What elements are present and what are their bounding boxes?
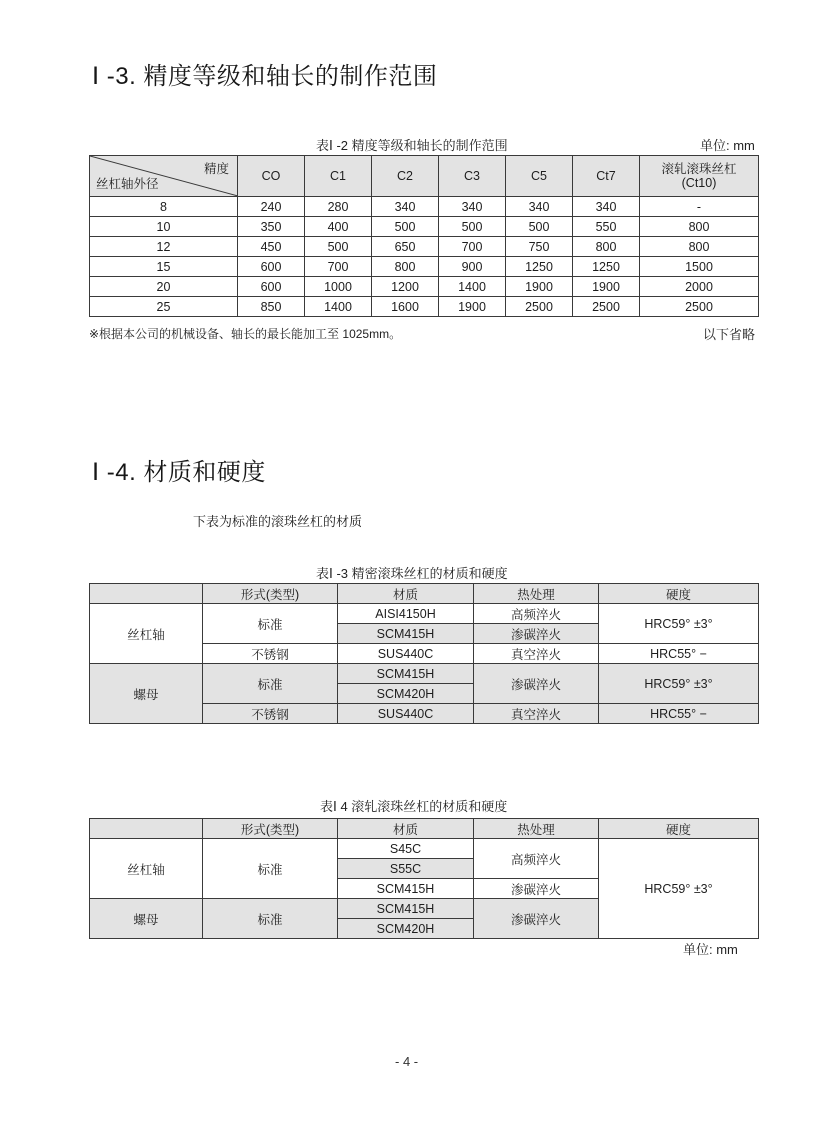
col-header: Ct7 bbox=[573, 156, 640, 197]
heat-cell: 渗碳淬火 bbox=[474, 624, 599, 644]
hardness-cell: HRC55° − bbox=[599, 704, 759, 724]
rolled-material-table bbox=[89, 818, 759, 939]
length-cell: 400 bbox=[305, 217, 372, 237]
corner-label-precision: 精度 bbox=[203, 162, 229, 176]
length-cell: 450 bbox=[238, 237, 305, 257]
table-row bbox=[90, 217, 759, 237]
length-cell: 1900 bbox=[573, 277, 640, 297]
length-cell: - bbox=[640, 197, 759, 217]
header-blank bbox=[90, 819, 203, 839]
precision-length-table bbox=[89, 155, 759, 317]
header-hardness: 硬度 bbox=[599, 819, 759, 839]
length-cell: 750 bbox=[506, 237, 573, 257]
row-nut-label: 螺母 bbox=[90, 664, 203, 724]
header-material: 材质 bbox=[338, 819, 474, 839]
table-row bbox=[90, 257, 759, 277]
col-header: C2 bbox=[372, 156, 439, 197]
length-cell: 500 bbox=[439, 217, 506, 237]
table-2-footnote: ※根据本公司的机械设备、轴长的最长能加工至 1025mm。 bbox=[89, 327, 402, 341]
header-heat-treatment: 热处理 bbox=[474, 584, 599, 604]
col-header: C1 bbox=[305, 156, 372, 197]
length-cell: 2000 bbox=[640, 277, 759, 297]
table-2-caption: 表Ⅰ -2 精度等级和轴长的制作范围 bbox=[316, 138, 508, 153]
length-cell: 1600 bbox=[372, 297, 439, 317]
material-cell: SCM415H bbox=[338, 899, 474, 919]
material-cell: S45C bbox=[338, 839, 474, 859]
col-header: C5 bbox=[506, 156, 573, 197]
corner-label-diameter: 丝杠轴外径 bbox=[96, 177, 159, 191]
length-cell: 340 bbox=[506, 197, 573, 217]
length-cell: 1000 bbox=[305, 277, 372, 297]
material-cell: AISI4150H bbox=[338, 604, 474, 624]
length-cell: 850 bbox=[238, 297, 305, 317]
type-standard: 标准 bbox=[203, 604, 338, 644]
heat-cell: 渗碳淬火 bbox=[474, 899, 599, 939]
table-4-caption: 表Ⅰ 4 滚轧滚珠丝杠的材质和硬度 bbox=[320, 799, 508, 814]
table-2-unit: 单位: mm bbox=[700, 138, 755, 153]
diameter-cell: 20 bbox=[90, 277, 238, 297]
length-cell: 1250 bbox=[506, 257, 573, 277]
table-4-unit: 单位: mm bbox=[683, 942, 738, 957]
length-cell: 1400 bbox=[439, 277, 506, 297]
material-cell: SCM415H bbox=[338, 879, 474, 899]
table-row bbox=[90, 297, 759, 317]
precision-table-body bbox=[90, 197, 759, 317]
heat-cell: 渗碳淬火 bbox=[474, 664, 599, 704]
length-cell: 1200 bbox=[372, 277, 439, 297]
heat-cell: 真空淬火 bbox=[474, 644, 599, 664]
omitted-note: 以下省略 bbox=[703, 327, 756, 342]
col-header-rolled-line1: 滚轧滚珠丝杠 bbox=[661, 162, 737, 176]
diameter-cell: 25 bbox=[90, 297, 238, 317]
length-cell: 2500 bbox=[640, 297, 759, 317]
length-cell: 240 bbox=[238, 197, 305, 217]
hardness-cell: HRC59° ±3° bbox=[599, 604, 759, 644]
length-cell: 800 bbox=[573, 237, 640, 257]
type-standard: 标准 bbox=[203, 899, 338, 939]
header-type: 形式(类型) bbox=[203, 819, 338, 839]
heat-cell: 渗碳淬火 bbox=[474, 879, 599, 899]
heat-cell: 高频淬火 bbox=[474, 604, 599, 624]
header-type: 形式(类型) bbox=[203, 584, 338, 604]
material-cell: SCM420H bbox=[338, 684, 474, 704]
diameter-cell: 12 bbox=[90, 237, 238, 257]
type-stainless: 不锈钢 bbox=[203, 644, 338, 664]
type-standard: 标准 bbox=[203, 664, 338, 704]
length-cell: 800 bbox=[372, 257, 439, 277]
type-standard: 标准 bbox=[203, 839, 338, 899]
length-cell: 1400 bbox=[305, 297, 372, 317]
diameter-cell: 15 bbox=[90, 257, 238, 277]
material-cell: SUS440C bbox=[338, 704, 474, 724]
hardness-cell: HRC55° − bbox=[599, 644, 759, 664]
length-cell: 340 bbox=[372, 197, 439, 217]
length-cell: 340 bbox=[439, 197, 506, 217]
precision-material-table bbox=[89, 583, 759, 724]
length-cell: 350 bbox=[238, 217, 305, 237]
heat-cell: 高频淬火 bbox=[474, 839, 599, 879]
length-cell: 2500 bbox=[506, 297, 573, 317]
length-cell: 500 bbox=[372, 217, 439, 237]
material-cell: SCM420H bbox=[338, 919, 474, 939]
col-header-rolled-line2: (Ct10) bbox=[681, 176, 717, 190]
material-cell: SUS440C bbox=[338, 644, 474, 664]
heat-cell: 真空淬火 bbox=[474, 704, 599, 724]
length-cell: 1250 bbox=[573, 257, 640, 277]
length-cell: 900 bbox=[439, 257, 506, 277]
length-cell: 550 bbox=[573, 217, 640, 237]
header-hardness: 硬度 bbox=[599, 584, 759, 604]
corner-header-cell bbox=[90, 156, 238, 197]
length-cell: 600 bbox=[238, 257, 305, 277]
diameter-cell: 10 bbox=[90, 217, 238, 237]
diameter-cell: 8 bbox=[90, 197, 238, 217]
header-blank bbox=[90, 584, 203, 604]
table-3-caption: 表Ⅰ -3 精密滚珠丝杠的材质和硬度 bbox=[316, 566, 508, 581]
hardness-cell: HRC59° ±3° bbox=[599, 839, 759, 939]
material-cell: S55C bbox=[338, 859, 474, 879]
length-cell: 700 bbox=[305, 257, 372, 277]
table-row bbox=[90, 237, 759, 257]
row-nut-label: 螺母 bbox=[90, 899, 203, 939]
header-heat-treatment: 热处理 bbox=[474, 819, 599, 839]
type-stainless: 不锈钢 bbox=[203, 704, 338, 724]
hardness-cell: HRC59° ±3° bbox=[599, 664, 759, 704]
length-cell: 2500 bbox=[573, 297, 640, 317]
section-4-heading: Ⅰ -4. 材质和硬度 bbox=[92, 459, 266, 486]
page-number: - 4 - bbox=[395, 1054, 419, 1069]
col-header: C3 bbox=[439, 156, 506, 197]
length-cell: 650 bbox=[372, 237, 439, 257]
material-cell: SCM415H bbox=[338, 664, 474, 684]
col-header-rolled bbox=[640, 156, 759, 197]
length-cell: 1900 bbox=[506, 277, 573, 297]
table-row bbox=[90, 197, 759, 217]
length-cell: 340 bbox=[573, 197, 640, 217]
length-cell: 600 bbox=[238, 277, 305, 297]
length-cell: 1500 bbox=[640, 257, 759, 277]
col-header: CO bbox=[238, 156, 305, 197]
row-shaft-label: 丝杠轴 bbox=[90, 839, 203, 899]
length-cell: 500 bbox=[305, 237, 372, 257]
length-cell: 800 bbox=[640, 217, 759, 237]
section-3-heading: Ⅰ -3. 精度等级和轴长的制作范围 bbox=[92, 63, 438, 90]
length-cell: 500 bbox=[506, 217, 573, 237]
length-cell: 800 bbox=[640, 237, 759, 257]
length-cell: 1900 bbox=[439, 297, 506, 317]
row-shaft-label: 丝杠轴 bbox=[90, 604, 203, 664]
header-material: 材质 bbox=[338, 584, 474, 604]
material-cell: SCM415H bbox=[338, 624, 474, 644]
length-cell: 280 bbox=[305, 197, 372, 217]
length-cell: 700 bbox=[439, 237, 506, 257]
section-4-intro: 下表为标准的滚珠丝杠的材质 bbox=[193, 514, 363, 529]
table-row bbox=[90, 277, 759, 297]
